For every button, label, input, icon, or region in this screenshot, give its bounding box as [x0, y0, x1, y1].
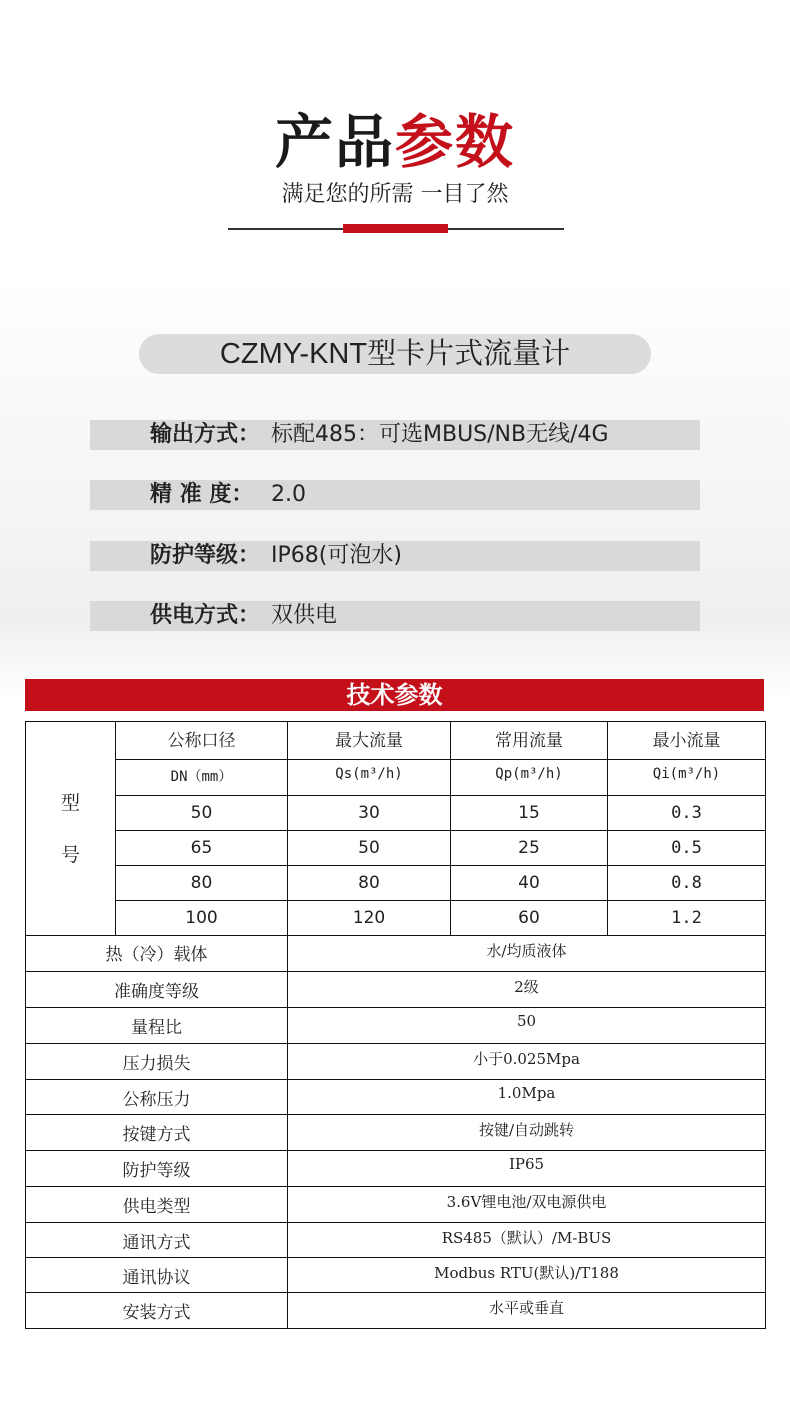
param-row	[26, 1044, 766, 1080]
param-label: 量程比	[26, 1008, 288, 1044]
cell-diameter: 80	[116, 866, 288, 901]
unit-cell: DN（mm）	[116, 760, 288, 796]
param-row	[26, 1115, 766, 1151]
param-label: 防护等级	[26, 1151, 288, 1187]
table-unit-row	[26, 760, 766, 796]
page-title-dark: 产品	[274, 108, 395, 176]
column-header: 最小流量	[608, 722, 766, 760]
cell-min-flow: 0.3	[608, 796, 766, 831]
param-row	[26, 936, 766, 972]
param-row	[26, 1080, 766, 1115]
param-value: 水平或垂直	[288, 1293, 766, 1329]
table-row	[26, 866, 766, 901]
header-divider-accent	[343, 224, 448, 233]
cell-common-flow: 15	[451, 796, 608, 831]
cell-max-flow: 30	[288, 796, 451, 831]
cell-min-flow: 1.2	[608, 901, 766, 936]
spec-row-accuracy	[90, 480, 700, 510]
cell-diameter: 50	[116, 796, 288, 831]
cell-min-flow: 0.5	[608, 831, 766, 866]
param-row	[26, 1223, 766, 1258]
tech-params-banner: 技术参数	[25, 679, 764, 711]
spec-label: 供电方式：	[150, 603, 261, 628]
product-name-pill: CZMY-KNT型卡片式流量计	[139, 334, 651, 374]
param-label: 通讯方式	[26, 1223, 288, 1258]
cell-diameter: 100	[116, 901, 288, 936]
table-row	[26, 901, 766, 936]
param-label: 公称压力	[26, 1080, 288, 1115]
model-label-char: 号	[60, 843, 80, 866]
param-row	[26, 1151, 766, 1187]
cell-common-flow: 60	[451, 901, 608, 936]
param-value: 按键/自动跳转	[288, 1115, 766, 1151]
page-title-red: 参数	[395, 108, 516, 176]
model-label-char: 型	[60, 791, 80, 814]
spec-row-protection	[90, 541, 700, 571]
unit-cell: Qs(m³/h)	[288, 760, 451, 796]
cell-max-flow: 80	[288, 866, 451, 901]
model-label-cell	[26, 722, 116, 936]
table-row	[26, 831, 766, 866]
param-label: 供电类型	[26, 1187, 288, 1223]
param-label: 压力损失	[26, 1044, 288, 1080]
cell-max-flow: 50	[288, 831, 451, 866]
param-value: IP65	[288, 1151, 766, 1187]
param-label: 通讯协议	[26, 1258, 288, 1293]
cell-common-flow: 40	[451, 866, 608, 901]
param-row	[26, 1008, 766, 1044]
spec-row-output	[90, 420, 700, 450]
column-header: 最大流量	[288, 722, 451, 760]
page-title	[0, 102, 790, 182]
param-row	[26, 972, 766, 1008]
table-header-row	[26, 722, 766, 760]
param-value: 2级	[288, 972, 766, 1008]
param-row	[26, 1293, 766, 1329]
param-value: 3.6V锂电池/双电源供电	[288, 1187, 766, 1223]
param-row	[26, 1258, 766, 1293]
param-value: Modbus RTU(默认)/T188	[288, 1258, 766, 1293]
param-label: 热（冷）载体	[26, 936, 288, 972]
spec-label: 防护等级：	[150, 543, 261, 568]
param-label: 按键方式	[26, 1115, 288, 1151]
param-row	[26, 1187, 766, 1223]
param-value: 50	[288, 1008, 766, 1044]
unit-cell: Qi(m³/h)	[608, 760, 766, 796]
spec-label: 输出方式：	[150, 422, 261, 447]
cell-min-flow: 0.8	[608, 866, 766, 901]
tech-params-table	[25, 721, 766, 1329]
param-value: 水/均质液体	[288, 936, 766, 972]
param-value: 1.0Mpa	[288, 1080, 766, 1115]
column-header: 常用流量	[451, 722, 608, 760]
spec-label: 精 准 度：	[150, 482, 254, 507]
spec-value: 双供电	[271, 603, 338, 628]
table-row	[26, 796, 766, 831]
cell-common-flow: 25	[451, 831, 608, 866]
spec-value: IP68(可泡水)	[271, 543, 402, 568]
spec-row-power	[90, 601, 700, 631]
param-value: RS485（默认）/M-BUS	[288, 1223, 766, 1258]
column-header: 公称口径	[116, 722, 288, 760]
cell-diameter: 65	[116, 831, 288, 866]
spec-value: 标配485：可选MBUS/NB无线/4G	[271, 422, 609, 447]
unit-cell: Qp(m³/h)	[451, 760, 608, 796]
cell-max-flow: 120	[288, 901, 451, 936]
param-label: 安装方式	[26, 1293, 288, 1329]
spec-value: 2.0	[271, 482, 306, 507]
param-label: 准确度等级	[26, 972, 288, 1008]
page-subtitle: 满足您的所需 一目了然	[281, 182, 509, 207]
param-value: 小于0.025Mpa	[288, 1044, 766, 1080]
